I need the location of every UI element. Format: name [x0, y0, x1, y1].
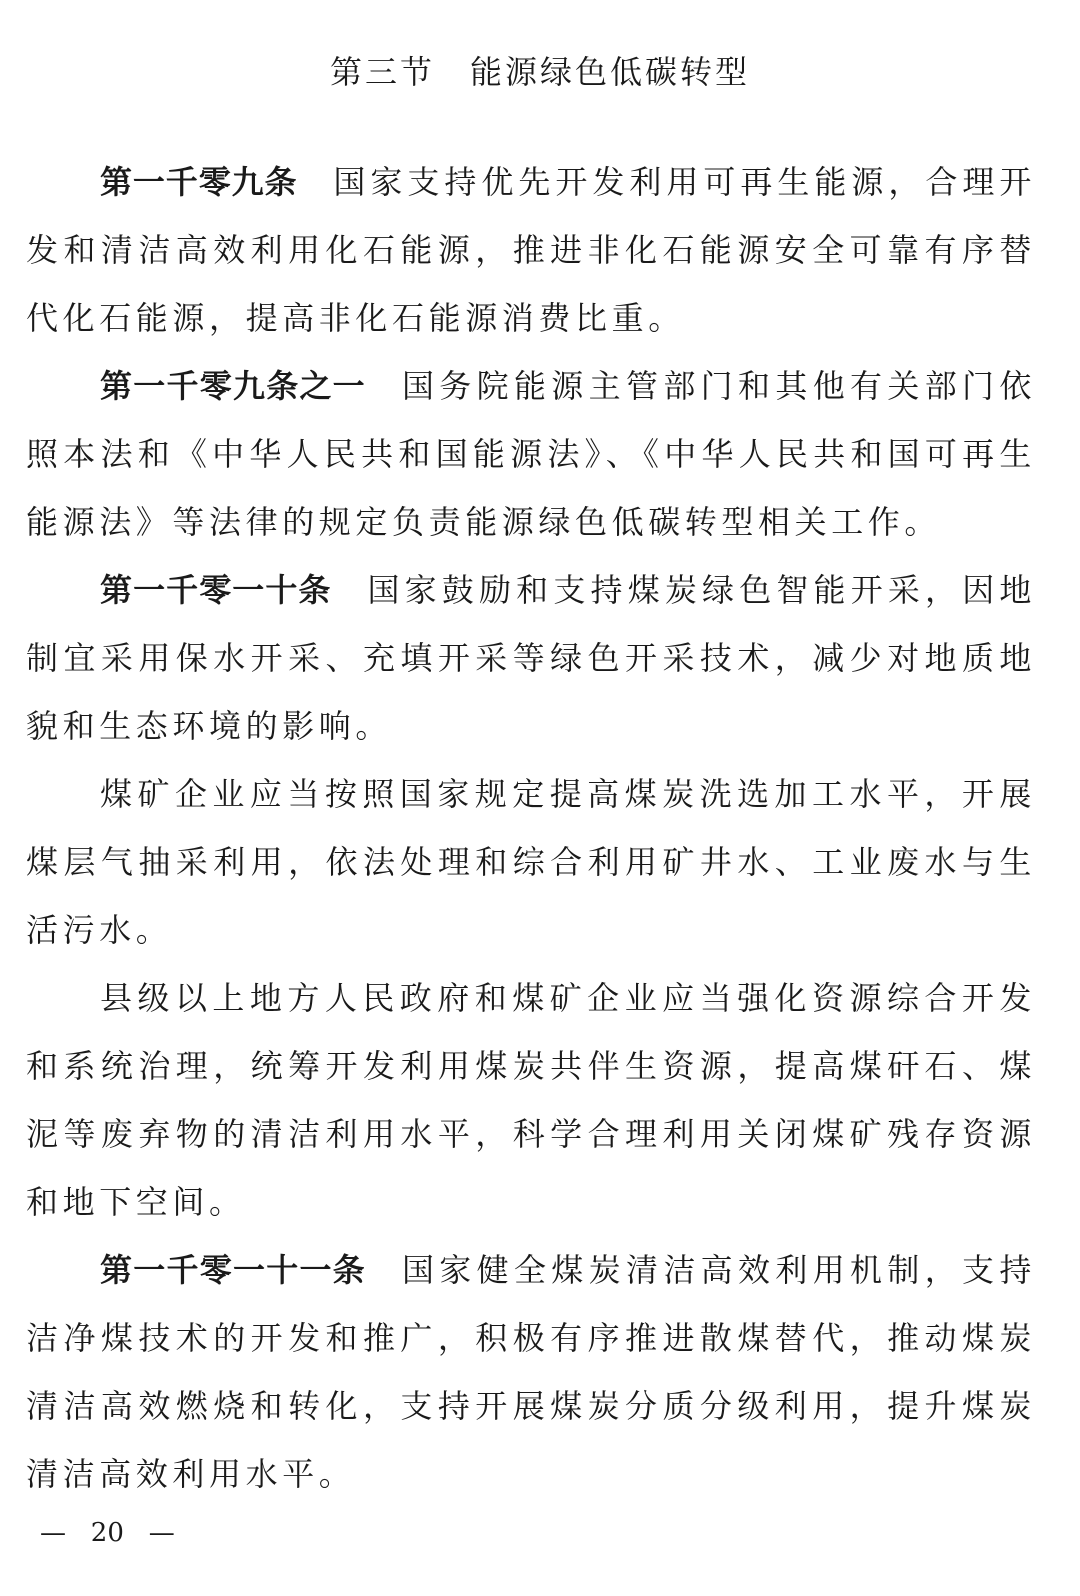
- paragraph-text: 煤矿企业应当按照国家规定提高煤炭洗选加工水平，开展煤层气抽采利用，依法处理和综合利用矿井水、工业废水与生活污水。: [26, 775, 1036, 949]
- article-text: 国务院能源主管部门和其他有关部门依照本法和《中华人民共和国能源法》、《中华人民共和国可再生能源法》等法律的规定负责能源绿色低碳转型相关工作。: [26, 367, 1036, 541]
- document-body: [26, 148, 1036, 1508]
- paragraph-article-1009: [26, 148, 1036, 352]
- article-number: 第一千零一十条: [100, 571, 332, 609]
- paragraph-article-1011: [26, 1236, 1036, 1508]
- article-number: 第一千零九条: [100, 163, 298, 201]
- page-footer: [40, 1515, 175, 1551]
- footer-dash-left: —: [40, 1518, 66, 1548]
- paragraph-article-1009-1: [26, 352, 1036, 556]
- paragraph-article-1010: [26, 556, 1036, 760]
- page-number: 20: [90, 1518, 124, 1548]
- footer-dash-right: —: [148, 1518, 175, 1548]
- paragraph-coal-mining-processing: [26, 760, 1036, 964]
- paragraph-text: 县级以上地方人民政府和煤矿企业应当强化资源综合开发和系统治理，统筹开发利用煤炭共伴生资源，提高煤矸石、煤泥等废弃物的清洁利用水平，科学合理利用关闭煤矿残存资源和地下空间。: [26, 979, 1036, 1221]
- article-number: 第一千零一十一条: [100, 1251, 366, 1289]
- article-text: 国家支持优先开发利用可再生能源，合理开发和清洁高效利用化石能源，推进非化石能源安全可靠有序替代化石能源，提高非化石能源消费比重。: [26, 163, 1036, 337]
- article-number: 第一千零九条之一: [100, 367, 366, 405]
- paragraph-resource-governance: [26, 964, 1036, 1236]
- article-text: 国家鼓励和支持煤炭绿色智能开采，因地制宜采用保水开采、充填开采等绿色开采技术，减少对地质地貌和生态环境的影响。: [26, 571, 1036, 745]
- section-title: 第三节 能源绿色低碳转型: [329, 53, 750, 91]
- article-text: 国家健全煤炭清洁高效利用机制，支持洁净煤技术的开发和推广，积极有序推进散煤替代，推动煤炭清洁高效燃烧和转化，支持开展煤炭分质分级利用，提升煤炭清洁高效利用水平。: [26, 1251, 1036, 1493]
